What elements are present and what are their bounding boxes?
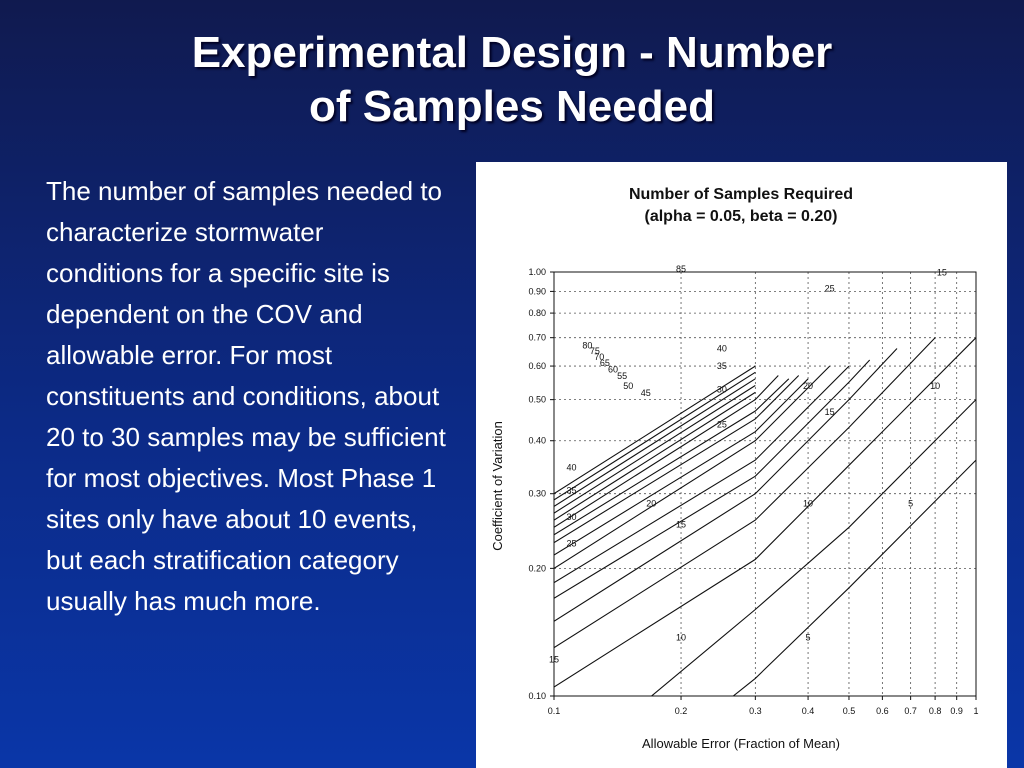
curve-label: 65 <box>599 358 610 369</box>
curve-label: 40 <box>716 343 727 354</box>
x-tick-label: 0.7 <box>904 706 917 716</box>
curve-label: 45 <box>640 387 651 398</box>
sample-curve-60 <box>554 376 778 528</box>
slide-title-line-2: of Samples Needed <box>309 82 715 131</box>
x-tick-label: 1 <box>973 706 979 716</box>
x-tick-label: 0.2 <box>674 706 688 716</box>
curve-label: 80 <box>582 340 593 351</box>
y-tick-label: 0.20 <box>528 563 546 574</box>
y-tick-label: 0.70 <box>528 332 546 343</box>
sample-curve-10 <box>616 400 979 726</box>
x-tick-label: 0.8 <box>928 706 942 716</box>
sample-curve-30 <box>554 360 870 598</box>
y-tick-label: 0.80 <box>528 308 546 319</box>
curve-label: 5 <box>908 498 914 509</box>
curves <box>554 338 979 768</box>
curve-label: 10 <box>930 380 941 391</box>
chart-panel <box>476 162 1007 768</box>
chart-title: Number of Samples Required <box>628 186 854 203</box>
curve-label: 15 <box>548 654 560 665</box>
chart <box>476 162 1007 768</box>
curve-label: 30 <box>716 384 727 395</box>
x-tick-label: 0.1 <box>547 706 561 716</box>
y-ticks <box>528 267 554 701</box>
curve-label: 5 <box>805 632 811 643</box>
slide-title <box>0 26 1024 134</box>
slide-title-line-1: Experimental Design - Number <box>191 28 833 77</box>
y-axis-label: Coefficient of Variation <box>490 421 505 551</box>
y-tick-label: 0.50 <box>528 394 546 405</box>
body-text: The number of samples needed to characterize stormwater conditions for a specific site is dependent on the COV and allowable error. For most constituents and conditions, about 20 to 30 samples may be sufficient for most objectives. Most Phase 1 sites only have about 10 events, but each stratification category usually has much more. <box>46 176 446 616</box>
y-tick-label: 0.90 <box>528 286 546 297</box>
curve-label: 15 <box>824 406 835 417</box>
curve-label: 25 <box>716 419 727 430</box>
curve-label: 50 <box>623 380 634 391</box>
x-tick-label: 0.6 <box>876 706 889 716</box>
curve-label: 85 <box>676 264 687 274</box>
curve-label: 40 <box>566 462 577 473</box>
y-tick-label: 1.00 <box>528 267 546 277</box>
x-axis-label: Allowable Error (Fraction of Mean) <box>642 736 840 751</box>
curve-label: 10 <box>803 498 814 509</box>
curve-label: 20 <box>646 498 657 509</box>
curve-label: 15 <box>936 267 947 278</box>
curve-label: 55 <box>617 370 628 381</box>
curve-label: 30 <box>566 512 577 523</box>
curve-label: 70 <box>594 352 605 363</box>
curve-label: 35 <box>716 361 727 372</box>
curve-label: 25 <box>824 283 835 294</box>
x-tick-label: 0.3 <box>749 706 762 716</box>
curve-label: 25 <box>566 538 577 549</box>
x-tick-label: 0.5 <box>842 706 856 716</box>
curve-label: 20 <box>803 380 814 391</box>
x-tick-label: 0.4 <box>801 706 815 716</box>
y-tick-label: 0.40 <box>528 435 546 446</box>
x-ticks <box>548 696 979 716</box>
curve-label: 15 <box>676 519 687 530</box>
y-tick-label: 0.60 <box>528 361 546 372</box>
curve-label: 60 <box>608 364 619 375</box>
sample-curve-20 <box>554 338 935 648</box>
chart-subtitle: (alpha = 0.05, beta = 0.20) <box>644 208 838 225</box>
curve-label: 35 <box>566 485 577 496</box>
curve-label: 75 <box>589 346 600 357</box>
y-tick-label: 0.10 <box>528 691 546 701</box>
curve-label: 10 <box>676 632 687 643</box>
y-tick-label: 0.30 <box>528 488 546 499</box>
x-tick-label: 0.9 <box>950 706 963 716</box>
sample-curve-75 <box>554 379 755 507</box>
